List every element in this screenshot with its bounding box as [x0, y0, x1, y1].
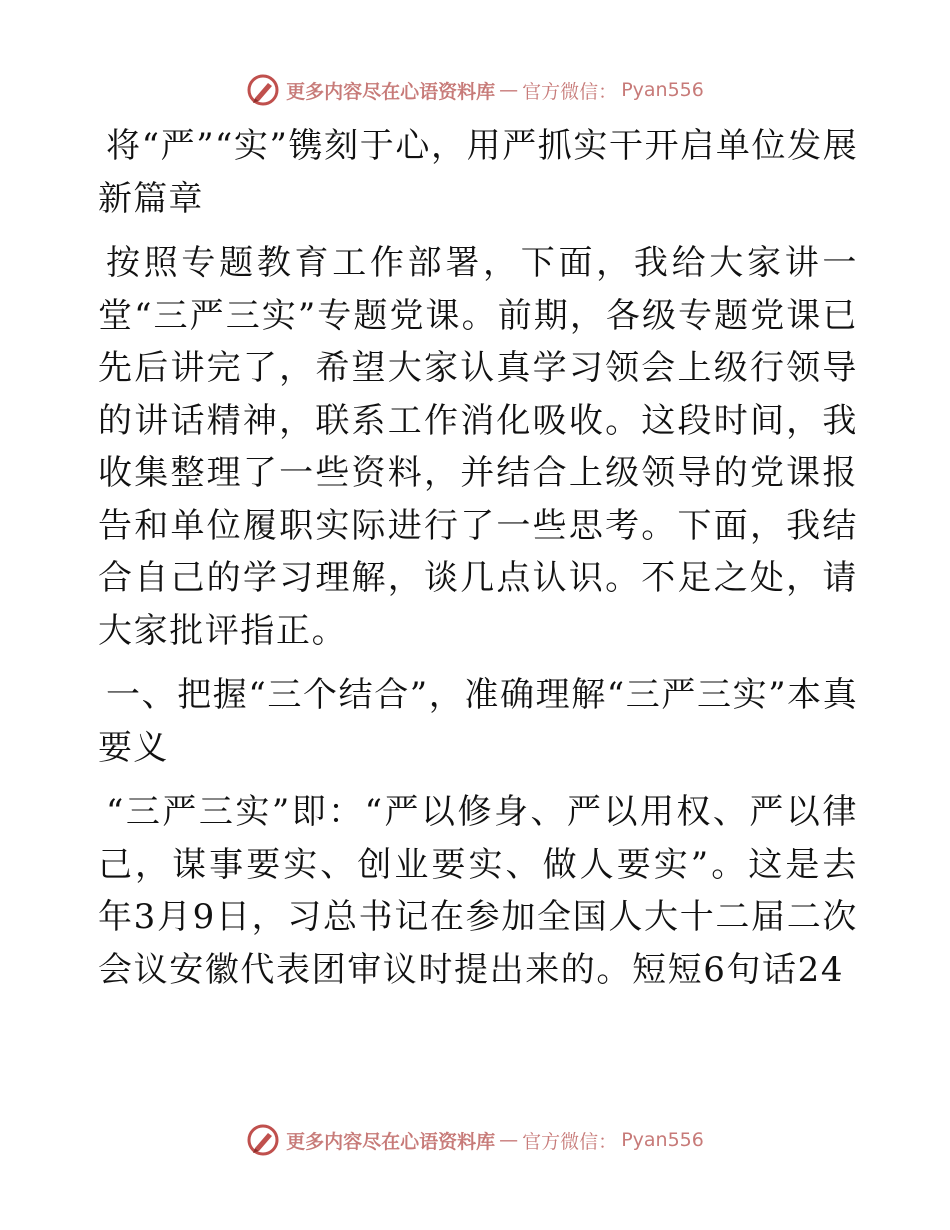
document-body [98, 120, 858, 996]
banner-main-text: 更多内容尽在心语资料库 [286, 80, 496, 103]
section-paragraph: “三严三实”即：“严以修身、严以用权、严以律己，谋事要实、创业要实、做人要实”。这是去年3月9日，习总书记在参加全国人大十二届二次会议安徽代表团审议时提出来的。短短6句话24 [98, 792, 858, 990]
banner-wechat-id: Pyan556 [621, 79, 704, 101]
red-pen-circle-icon [246, 1123, 280, 1157]
header-watermark-banner [0, 70, 950, 110]
section-heading: 一、把握“三个结合”，准确理解“三严三实”本真要义 [98, 675, 858, 768]
footer-watermark-banner [0, 1120, 950, 1160]
banner-wechat-label: 官方微信： [522, 1130, 618, 1153]
banner-dash: — [499, 79, 519, 101]
red-pen-circle-icon [246, 73, 280, 107]
banner-wechat-id: Pyan556 [621, 1129, 704, 1151]
intro-paragraph: 按照专题教育工作部署，下面，我给大家讲一堂“三严三实”专题党课。前期，各级专题党课已先后讲完了，希望大家认真学习领会上级行领导的讲话精神，联系工作消化吸收。这段时间，我收集整理了一些资料，并结合上级领导的党课报告和单位履职实际进行了一些思考。下面，我结合自己的学习理解，谈几点认识。不足之处，请大家批评指正。 [98, 243, 858, 651]
banner-wechat-label: 官方微信： [522, 80, 618, 103]
document-title: 将“严”“实”镌刻于心，用严抓实干开启单位发展新篇章 [98, 126, 858, 219]
banner-main-text: 更多内容尽在心语资料库 [286, 1130, 496, 1153]
banner-dash: — [499, 1129, 519, 1151]
